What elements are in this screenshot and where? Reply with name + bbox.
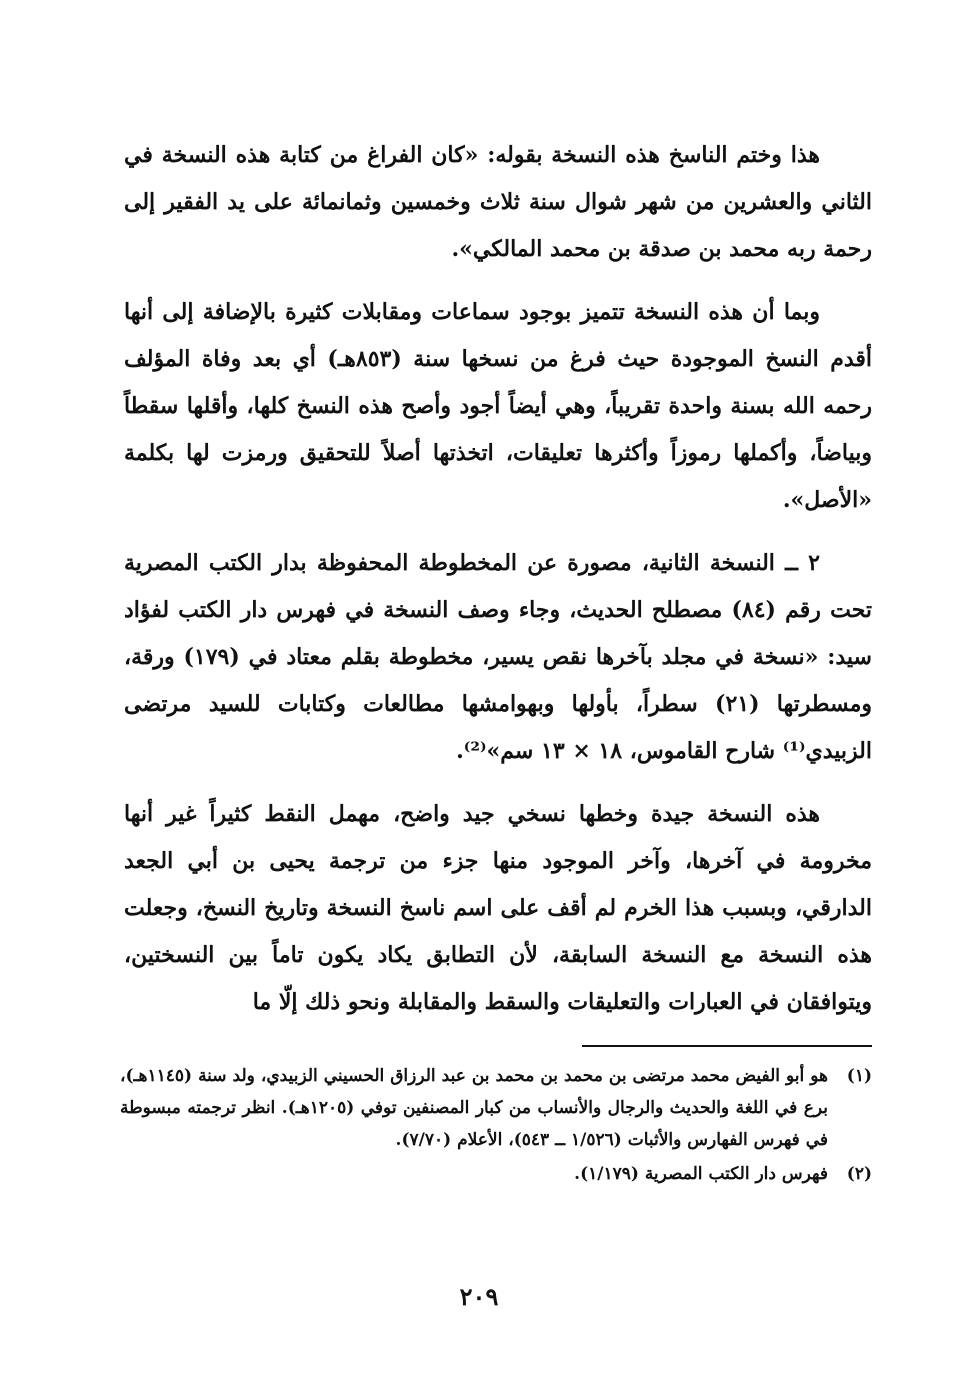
paragraph-second-copy-description: هذه النسخة جيدة وخطها نسخي جيد واضح، مهمل النقط كثيراً غير أنها مخرومة في آخرها، وآخر الموجود منها جزء من ترجمة يحيى بن أبي الجعد الدارقي، وبسبب هذا الخرم لم أقف على اسم ناسخ النسخة وتاريخ النسخ، وجعلت هذه النسخة مع النسخة السابقة، لأن التطابق يكاد يكون تاماً بين النسختين، ويتوافقان في العبارات والتعليقات والسقط والمقابلة ونحو ذلك إلّا ما: [124, 801, 872, 1015]
paragraph-first-copy-rationale: وبما أن هذه النسخة تتميز بوجود سماعات ومقابلات كثيرة بالإضافة إلى أنها أقدم النسخ الموجودة حيث فرغ من نسخها سنة (٨٥٣هـ) أي بعد وفاة المؤلف رحمه الله بسنة واحدة تقريباً، وهي أيضاً أجود وأصح هذه النسخ كلها، وأقلها سقطاً وبياضاً، وأكملها رموزاً وأكثرها تعليقات، اتخذتها أصلاً للتحقيق ورمزت لها بكلمة «الأصل».: [124, 299, 872, 513]
footnote-number: (١): [846, 1066, 872, 1086]
footnote-text: هو أبو الفيض محمد مرتضى بن محمد بن محمد بن عبد الرزاق الحسيني الزبيدي، ولد سنة (١١٤٥هـ)، برع في اللغة والحديث والرجال والأنساب من كبار المصنفين توفي (١٢٠٥هـ). انظر ترجمته مبسوطة في فهرس الفهارس والأثبات (١/٥٢٦ ــ ٥٤٣)، الأعلام (٧/٧٠).: [120, 1066, 828, 1150]
footnote-text: فهرس دار الكتب المصرية (١/١٧٩).: [574, 1164, 828, 1184]
footnote-number: (٢): [846, 1164, 872, 1184]
main-text: [124, 132, 872, 1042]
footnote-2: [120, 1158, 872, 1190]
page-number: ٢٠٩: [459, 1282, 499, 1311]
footnote-1: [120, 1060, 872, 1156]
paragraph-second-copy: ٢ ــ النسخة الثانية، مصورة عن المخطوطة المحفوظة بدار الكتب المصرية تحت رقم (٨٤) مصطلح الحديث، وجاء وصف النسخة في فهرس دار الكتب لفؤاد سيد: «نسخة في مجلد بآخرها نقص يسير، مخطوطة بقلم معتاد في (١٧٩) ورقة، ومسطرتها (٢١) سطراً، بأولها وبهوامشها مطالعات وكتابات للسيد مرتضى الزبيدي⁽¹⁾ شارح القاموس، ١٨ × ١٣ سم»⁽²⁾.: [124, 550, 873, 764]
footnote-separator: [582, 1045, 872, 1047]
footnotes: [120, 1060, 872, 1192]
paragraph-colophon: هذا وختم الناسخ هذه النسخة بقوله: «كان الفراغ من كتابة هذه النسخة في الثاني والعشرين من شهر شوال سنة ثلاث وخمسين وثمانمائة على يد الفقير إلى رحمة ربه محمد بن صدقة بن محمد المالكي».: [124, 142, 872, 262]
